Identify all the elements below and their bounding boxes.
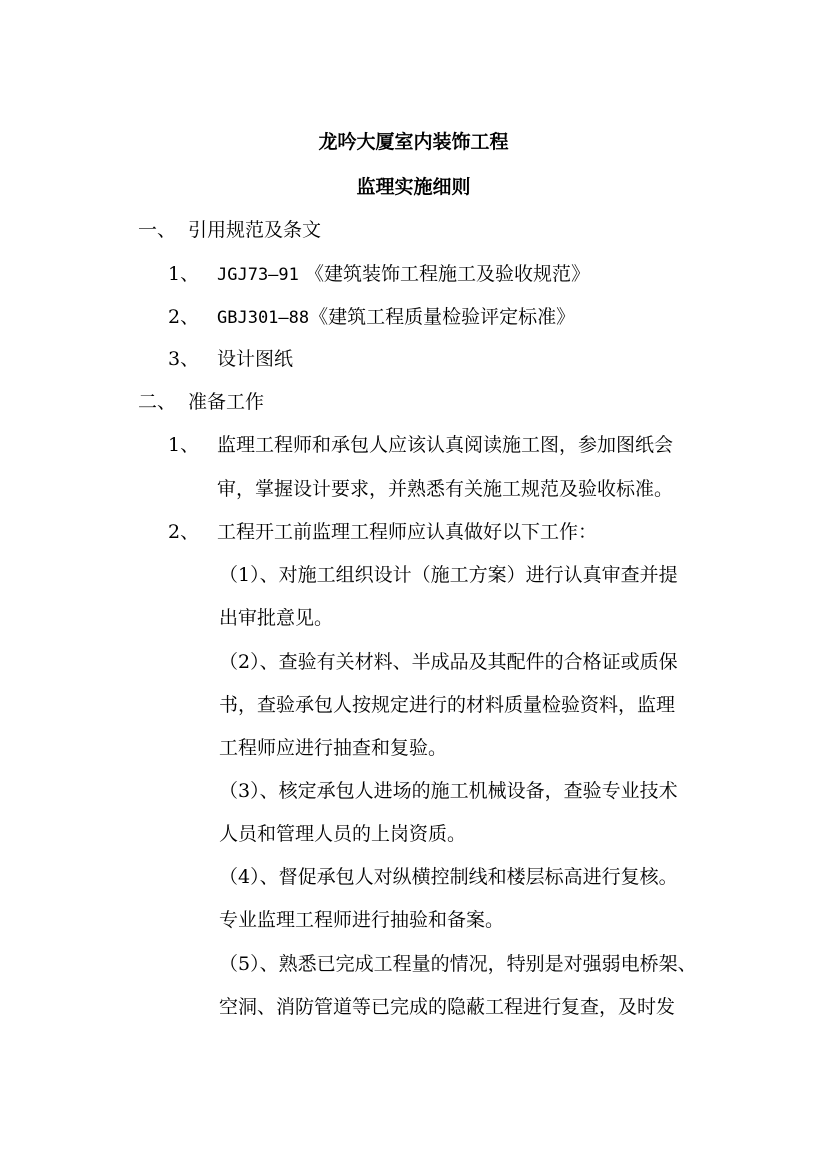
subitem-2-line-2: 书，查验承包人按规定进行的材料质量检验资料，监理 <box>219 694 676 716</box>
subitem-4-line-1: （4）、督促承包人对纵横控制线和楼层标高进行复核。 <box>219 866 678 888</box>
ref-2-title: 《建筑工程质量检验评定标准》 <box>309 306 576 328</box>
prep-1-number: 1、 <box>168 434 200 456</box>
subitem-2-line-1: （2）、查验有关材料、半成品及其配件的合格证或质保 <box>219 651 678 673</box>
prep-1-line-1: 监理工程师和承包人应该认真阅读施工图，参加图纸会 <box>217 434 674 456</box>
subitem-2-line-3: 工程师应进行抽查和复验。 <box>219 737 448 759</box>
subitem-4-line-2: 专业监理工程师进行抽验和备案。 <box>219 909 505 931</box>
prep-2-number: 2、 <box>168 521 200 543</box>
section-1-heading: 引用规范及条文 <box>188 219 322 241</box>
section-1-number: 一、 <box>138 219 177 241</box>
ref-1 <box>217 262 590 287</box>
ref-2 <box>217 305 575 330</box>
ref-2-number: 2、 <box>168 306 200 328</box>
subitem-5-line-1: （5）、熟悉已完成工程量的情况，特别是对强弱电桥架、 <box>219 953 697 975</box>
subitem-1-line-2: 出审批意见。 <box>219 607 334 629</box>
ref-1-number: 1、 <box>168 263 200 285</box>
ref-3-number: 3、 <box>168 348 200 370</box>
document-title: 龙吟大厦室内装饰工程 <box>318 131 509 153</box>
ref-2-code: GBJ301—88 <box>217 308 310 328</box>
subitem-3-line-1: （3）、核定承包人进场的施工机械设备，查验专业技术 <box>219 780 678 802</box>
section-2-number: 二、 <box>138 391 177 413</box>
ref-1-code: JGJ73—91 <box>217 265 299 285</box>
ref-1-title: 《建筑装饰工程施工及验收规范》 <box>304 263 590 285</box>
subitem-1-line-1: （1）、对施工组织设计（施工方案）进行认真审查并提 <box>219 564 678 586</box>
subitem-5-line-2: 空洞、消防管道等已完成的隐蔽工程进行复查，及时发 <box>219 996 676 1018</box>
section-2-heading: 准备工作 <box>188 391 265 413</box>
prep-1-line-2: 审，掌握设计要求，并熟悉有关施工规范及验收标准。 <box>217 478 674 500</box>
prep-2-line-1: 工程开工前监理工程师应认真做好以下工作： <box>217 521 598 543</box>
document-subtitle: 监理实施细则 <box>356 176 471 198</box>
ref-3-text: 设计图纸 <box>217 348 294 370</box>
subitem-3-line-2: 人员和管理人员的上岗资质。 <box>219 823 467 845</box>
